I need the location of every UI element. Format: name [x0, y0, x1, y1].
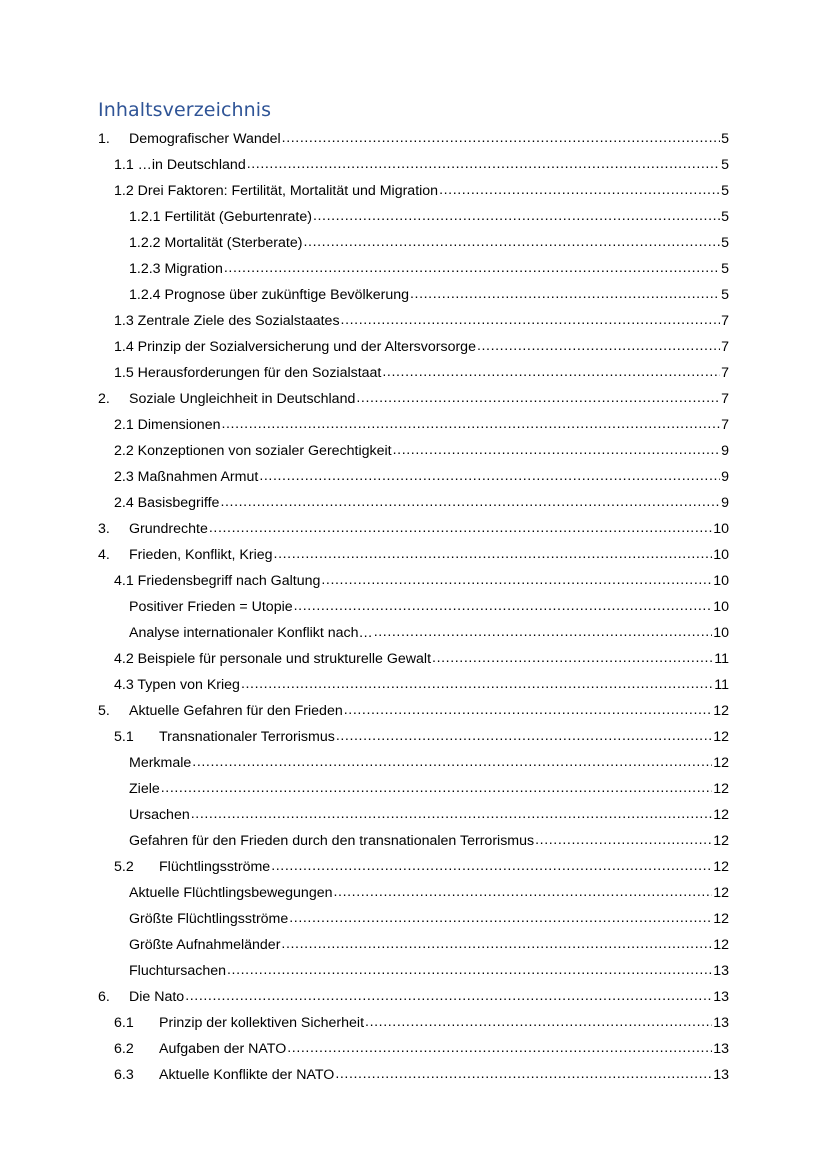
toc-dot-leader [439, 182, 720, 198]
toc-page-number: 12 [713, 859, 729, 875]
toc-page-number: 12 [713, 781, 729, 797]
toc-entry-label: Positiver Frieden = Utopie [129, 599, 293, 615]
toc-page-number: 13 [713, 1041, 729, 1057]
toc-dot-leader [393, 442, 720, 458]
toc-entry[interactable] [0, 412, 729, 438]
table-of-contents [0, 126, 828, 1088]
toc-entry[interactable] [0, 1036, 729, 1062]
toc-entry[interactable] [0, 1062, 729, 1088]
toc-page-number: 5 [721, 157, 729, 173]
toc-dot-leader [374, 624, 713, 640]
toc-entry[interactable] [0, 958, 729, 984]
toc-dot-leader [191, 806, 712, 822]
toc-entry-label: Transnationaler Terrorismus [159, 729, 335, 745]
toc-entry-number: 5.1 [114, 729, 134, 745]
toc-entry-label: 4.1 Friedensbegriff nach Galtung [114, 573, 321, 589]
toc-entry[interactable] [0, 568, 729, 594]
toc-entry-number: 1. [98, 131, 110, 147]
toc-entry-label: 1.1 …in Deutschland [114, 157, 246, 173]
toc-entry[interactable] [0, 360, 729, 386]
toc-entry[interactable] [0, 750, 729, 776]
toc-page-number: 5 [721, 235, 729, 251]
toc-entry[interactable] [0, 230, 729, 256]
toc-entry[interactable] [0, 594, 729, 620]
toc-page-number: 7 [721, 365, 729, 381]
toc-dot-leader [410, 286, 720, 302]
toc-dot-leader [221, 416, 720, 432]
toc-entry-label: Demografischer Wandel [129, 131, 281, 147]
toc-dot-leader [344, 702, 712, 718]
toc-page-number: 10 [713, 599, 729, 615]
toc-entry[interactable] [0, 308, 729, 334]
toc-page-number: 12 [713, 911, 729, 927]
toc-entry-label: Merkmale [129, 755, 192, 771]
toc-entry[interactable] [0, 464, 729, 490]
toc-page-number: 7 [721, 417, 729, 433]
toc-entry[interactable] [0, 672, 729, 698]
toc-entry-number: 5. [98, 703, 110, 719]
toc-page-number: 13 [713, 1015, 729, 1031]
toc-dot-leader [271, 858, 712, 874]
toc-entry[interactable] [0, 698, 729, 724]
toc-entry[interactable] [0, 256, 729, 282]
toc-page-number: 9 [721, 443, 729, 459]
toc-dot-leader [209, 520, 712, 536]
toc-entry-label: Flüchtlingsströme [159, 859, 271, 875]
toc-page-number: 13 [713, 1067, 729, 1083]
toc-dot-leader [341, 312, 721, 328]
toc-entry[interactable] [0, 802, 729, 828]
toc-dot-leader [281, 936, 712, 952]
toc-entry-label: 1.5 Herausforderungen für den Sozialstaat [114, 365, 382, 381]
toc-page-number: 5 [721, 131, 729, 147]
toc-entry[interactable] [0, 542, 729, 568]
toc-entry-number: 6.3 [114, 1067, 134, 1083]
toc-page-number: 5 [721, 261, 729, 277]
toc-dot-leader [535, 832, 712, 848]
toc-page-number: 7 [721, 391, 729, 407]
toc-page-number: 5 [721, 183, 729, 199]
toc-dot-leader [335, 1066, 712, 1082]
toc-dot-leader [303, 234, 720, 250]
toc-dot-leader [477, 338, 720, 354]
toc-entry-label: Größte Flüchtlingsströme [129, 911, 289, 927]
toc-entry[interactable] [0, 776, 729, 802]
toc-dot-leader [287, 1040, 712, 1056]
toc-entry-label: Frieden, Konflikt, Krieg [129, 547, 273, 563]
toc-entry[interactable] [0, 334, 729, 360]
toc-entry-label: 2.3 Maßnahmen Armut [114, 469, 259, 485]
toc-entry-label: Aktuelle Gefahren für den Frieden [129, 703, 343, 719]
toc-dot-leader [356, 390, 720, 406]
toc-page-number: 12 [713, 729, 729, 745]
toc-entry-label: 2.1 Dimensionen [114, 417, 221, 433]
toc-dot-leader [321, 572, 712, 588]
toc-entry[interactable] [0, 984, 729, 1010]
toc-entry-label: Aufgaben der NATO [159, 1041, 287, 1057]
toc-page-number: 9 [721, 495, 729, 511]
toc-entry[interactable] [0, 386, 729, 412]
toc-dot-leader [282, 130, 720, 146]
toc-entry-label: Ursachen [129, 807, 190, 823]
toc-entry[interactable] [0, 906, 729, 932]
toc-entry-number: 6. [98, 989, 110, 1005]
toc-dot-leader [336, 728, 712, 744]
toc-dot-leader [192, 754, 712, 770]
toc-page-number: 11 [714, 677, 729, 693]
toc-dot-leader [294, 598, 713, 614]
toc-dot-leader [289, 910, 712, 926]
toc-page-number: 12 [713, 833, 729, 849]
toc-entry-label: 1.2.4 Prognose über zukünftige Bevölkerung [129, 287, 409, 303]
toc-dot-leader [224, 260, 720, 276]
toc-page-number: 12 [713, 937, 729, 953]
toc-entry-label: Prinzip der kollektiven Sicherheit [159, 1015, 365, 1031]
toc-page-number: 7 [721, 339, 729, 355]
toc-dot-leader [241, 676, 713, 692]
toc-page-number: 10 [713, 573, 729, 589]
toc-entry-label: Die Nato [129, 989, 185, 1005]
toc-entry[interactable] [0, 152, 729, 178]
toc-entry[interactable] [0, 854, 729, 880]
toc-entry-label: 4.2 Beispiele für personale und strukturelle Gewalt [114, 651, 432, 667]
toc-entry-label: 1.3 Zentrale Ziele des Sozialstaates [114, 313, 340, 329]
toc-entry-number: 6.2 [114, 1041, 134, 1057]
toc-dot-leader [382, 364, 720, 380]
toc-dot-leader [185, 988, 712, 1004]
toc-page-number: 12 [713, 807, 729, 823]
toc-dot-leader [334, 884, 713, 900]
toc-entry[interactable] [0, 932, 729, 958]
toc-dot-leader [432, 650, 713, 666]
toc-dot-leader [161, 780, 712, 796]
toc-entry-label: 2.4 Basisbegriffe [114, 495, 220, 511]
toc-page-number: 13 [713, 963, 729, 979]
toc-page-number: 10 [713, 521, 729, 537]
toc-entry-number: 5.2 [114, 859, 134, 875]
toc-entry-label: Fluchtursachen [129, 963, 226, 979]
toc-entry[interactable] [0, 1010, 729, 1036]
toc-entry-label: 1.2.3 Migration [129, 261, 223, 277]
toc-entry[interactable] [0, 646, 729, 672]
toc-page-number: 7 [721, 313, 729, 329]
toc-entry[interactable] [0, 490, 729, 516]
toc-dot-leader [274, 546, 713, 562]
toc-entry-number: 6.1 [114, 1015, 134, 1031]
toc-entry-label: 2.2 Konzeptionen von sozialer Gerechtigkeit [114, 443, 392, 459]
toc-entry-label: Ziele [129, 781, 160, 797]
toc-entry-label: Analyse internationaler Konflikt nach… [129, 625, 373, 641]
toc-dot-leader [247, 156, 720, 172]
toc-entry-label: Grundrechte [129, 521, 208, 537]
toc-page-number: 13 [713, 989, 729, 1005]
toc-entry[interactable] [0, 516, 729, 542]
toc-entry[interactable] [0, 724, 729, 750]
toc-page-number: 12 [713, 885, 729, 901]
toc-dot-leader [365, 1014, 712, 1030]
toc-entry-number: 2. [98, 391, 110, 407]
toc-entry-number: 4. [98, 547, 110, 563]
toc-entry[interactable] [0, 126, 729, 152]
toc-entry-label: 1.2 Drei Faktoren: Fertilität, Mortalität und Migration [114, 183, 439, 199]
toc-entry[interactable] [0, 282, 729, 308]
toc-page-number: 5 [721, 209, 729, 225]
toc-page-number: 11 [714, 651, 729, 667]
toc-entry-label: Aktuelle Flüchtlingsbewegungen [129, 885, 333, 901]
toc-entry-label: Gefahren für den Frieden durch den transnationalen Terrorismus [129, 833, 535, 849]
toc-page-number: 12 [713, 703, 729, 719]
toc-entry-label: 4.3 Typen von Krieg [114, 677, 240, 693]
toc-entry-label: 1.4 Prinzip der Sozialversicherung und der Altersvorsorge [114, 339, 476, 355]
toc-title: Inhaltsverzeichnis [98, 99, 272, 121]
toc-page-number: 12 [713, 755, 729, 771]
toc-entry-label: Soziale Ungleichheit in Deutschland [129, 391, 356, 407]
toc-entry[interactable] [0, 438, 729, 464]
toc-page-number: 10 [713, 547, 729, 563]
toc-entry-label: 1.2.1 Fertilität (Geburtenrate) [129, 209, 312, 225]
toc-page-number: 10 [713, 625, 729, 641]
toc-dot-leader [259, 468, 720, 484]
toc-entry-label: Aktuelle Konflikte der NATO [159, 1067, 335, 1083]
toc-entry[interactable] [0, 204, 729, 230]
toc-entry[interactable] [0, 620, 729, 646]
toc-page-number: 9 [721, 469, 729, 485]
toc-entry[interactable] [0, 178, 729, 204]
toc-entry-label: 1.2.2 Mortalität (Sterberate) [129, 235, 303, 251]
toc-entry-number: 3. [98, 521, 110, 537]
toc-entry-label: Größte Aufnahmeländer [129, 937, 281, 953]
toc-entry[interactable] [0, 828, 729, 854]
toc-dot-leader [220, 494, 720, 510]
toc-page-number: 5 [721, 287, 729, 303]
toc-entry[interactable] [0, 880, 729, 906]
toc-dot-leader [227, 962, 712, 978]
toc-dot-leader [313, 208, 720, 224]
